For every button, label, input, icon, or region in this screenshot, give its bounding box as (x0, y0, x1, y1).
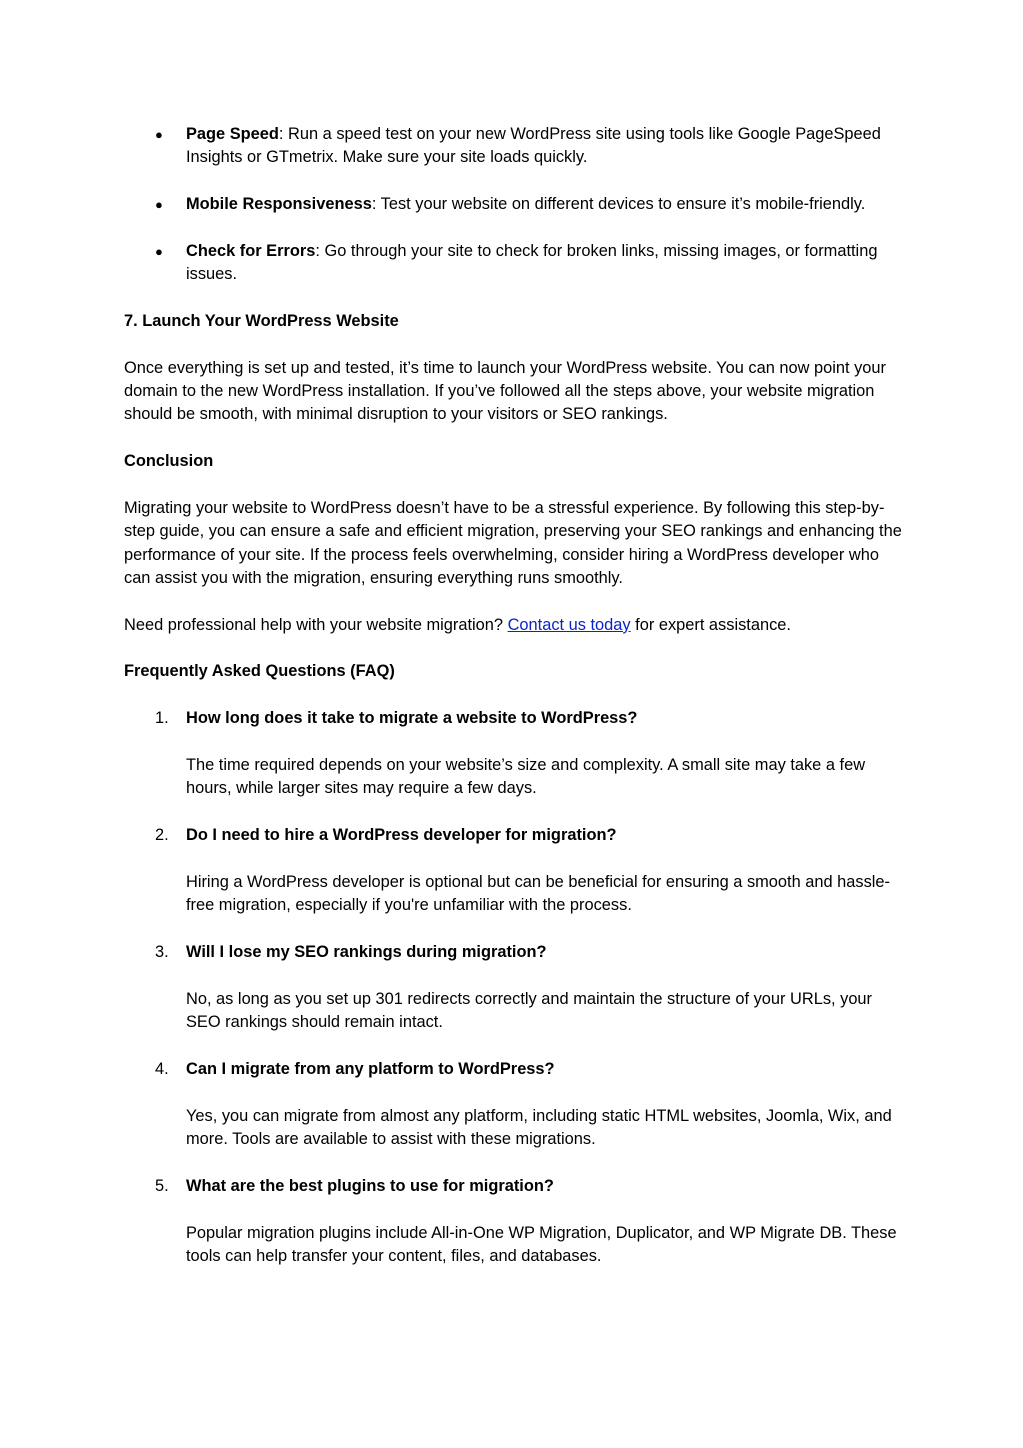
list-item (124, 193, 904, 216)
check-term: Check for Errors (186, 241, 316, 260)
contact-us-link[interactable]: Contact us today (507, 615, 631, 634)
faq-question: How long does it take to migrate a website to WordPress? (186, 709, 638, 728)
check-text: : Test your website on different devices to ensure it’s mobile-friendly. (371, 195, 866, 214)
faq-question: Do I need to hire a WordPress developer for migration? (186, 826, 617, 845)
faq-question: Will I lose my SEO rankings during migration? (186, 943, 547, 962)
faq-number: 2. (155, 826, 169, 845)
faq-item (124, 824, 904, 917)
faq-number: 4. (155, 1059, 169, 1078)
faq-item (124, 941, 904, 1034)
check-text: : Go through your site to check for broken links, missing images, or formatting issues. (186, 241, 878, 284)
bullet-icon: ● (155, 197, 163, 213)
faq-number: 3. (155, 943, 169, 962)
faq-answer: Hiring a WordPress developer is optional but can be beneficial for ensuring a smooth and hassle-free migration, especially if you're unfamiliar with the process. (186, 872, 890, 915)
cta-text-before: Need professional help with your website migration? (124, 615, 508, 634)
document-page (124, 123, 904, 1292)
faq-number: 1. (155, 709, 169, 728)
faq-answer: Popular migration plugins include All-in-One WP Migration, Duplicator, and WP Migrate DB. These tools can help transfer your content, files, and databases. (186, 1223, 897, 1265)
check-text: : Run a speed test on your new WordPress site using tools like Google PageSpeed Insights or GTmetrix. Make sure your site loads quickly. (186, 125, 881, 167)
faq-question: Can I migrate from any platform to WordPress? (186, 1059, 555, 1078)
faq-item (124, 1058, 904, 1151)
faq-number: 5. (155, 1176, 169, 1195)
faq-item (124, 1175, 904, 1268)
check-term: Mobile Responsiveness (186, 195, 372, 214)
bullet-icon: ● (155, 127, 163, 142)
faq-answer: Yes, you can migrate from almost any platform, including static HTML websites, Joomla, Wix, and more. Tools are available to assist with these migrations. (186, 1106, 892, 1149)
list-item (124, 123, 904, 170)
testing-checklist (124, 123, 904, 286)
conclusion-heading: Conclusion (124, 452, 214, 471)
launch-heading: 7. Launch Your WordPress Website (124, 311, 399, 330)
list-item (124, 240, 904, 287)
faq-heading: Frequently Asked Questions (FAQ) (124, 662, 395, 681)
cta-paragraph (124, 614, 904, 637)
launch-paragraph: Once everything is set up and tested, it’s time to launch your WordPress website. You can now point your domain to the new WordPress installation. If you’ve followed all the steps above, your website migration should be smooth, with minimal disruption to your visitors or SEO rankings. (124, 358, 886, 424)
conclusion-paragraph: Migrating your website to WordPress doesn’t have to be a stressful experience. By following this step-by-step guide, you can ensure a safe and efficient migration, preserving your SEO rankings and enhancing the performance of your site. If the process feels overwhelming, consider hiring a WordPress developer who can assist you with the migration, ensuring everything runs smoothly. (124, 498, 902, 587)
faq-item (124, 707, 904, 800)
check-term: Page Speed (186, 125, 279, 143)
faq-answer: No, as long as you set up 301 redirects correctly and maintain the structure of your URLs, your SEO rankings should remain intact. (186, 989, 873, 1032)
faq-list (124, 707, 904, 1268)
faq-question: What are the best plugins to use for migration? (186, 1176, 554, 1195)
bullet-icon: ● (155, 243, 163, 259)
faq-answer: The time required depends on your website’s size and complexity. A small site may take a few hours, while larger sites may require a few days. (186, 756, 866, 798)
cta-text-after: for expert assistance. (630, 615, 791, 634)
